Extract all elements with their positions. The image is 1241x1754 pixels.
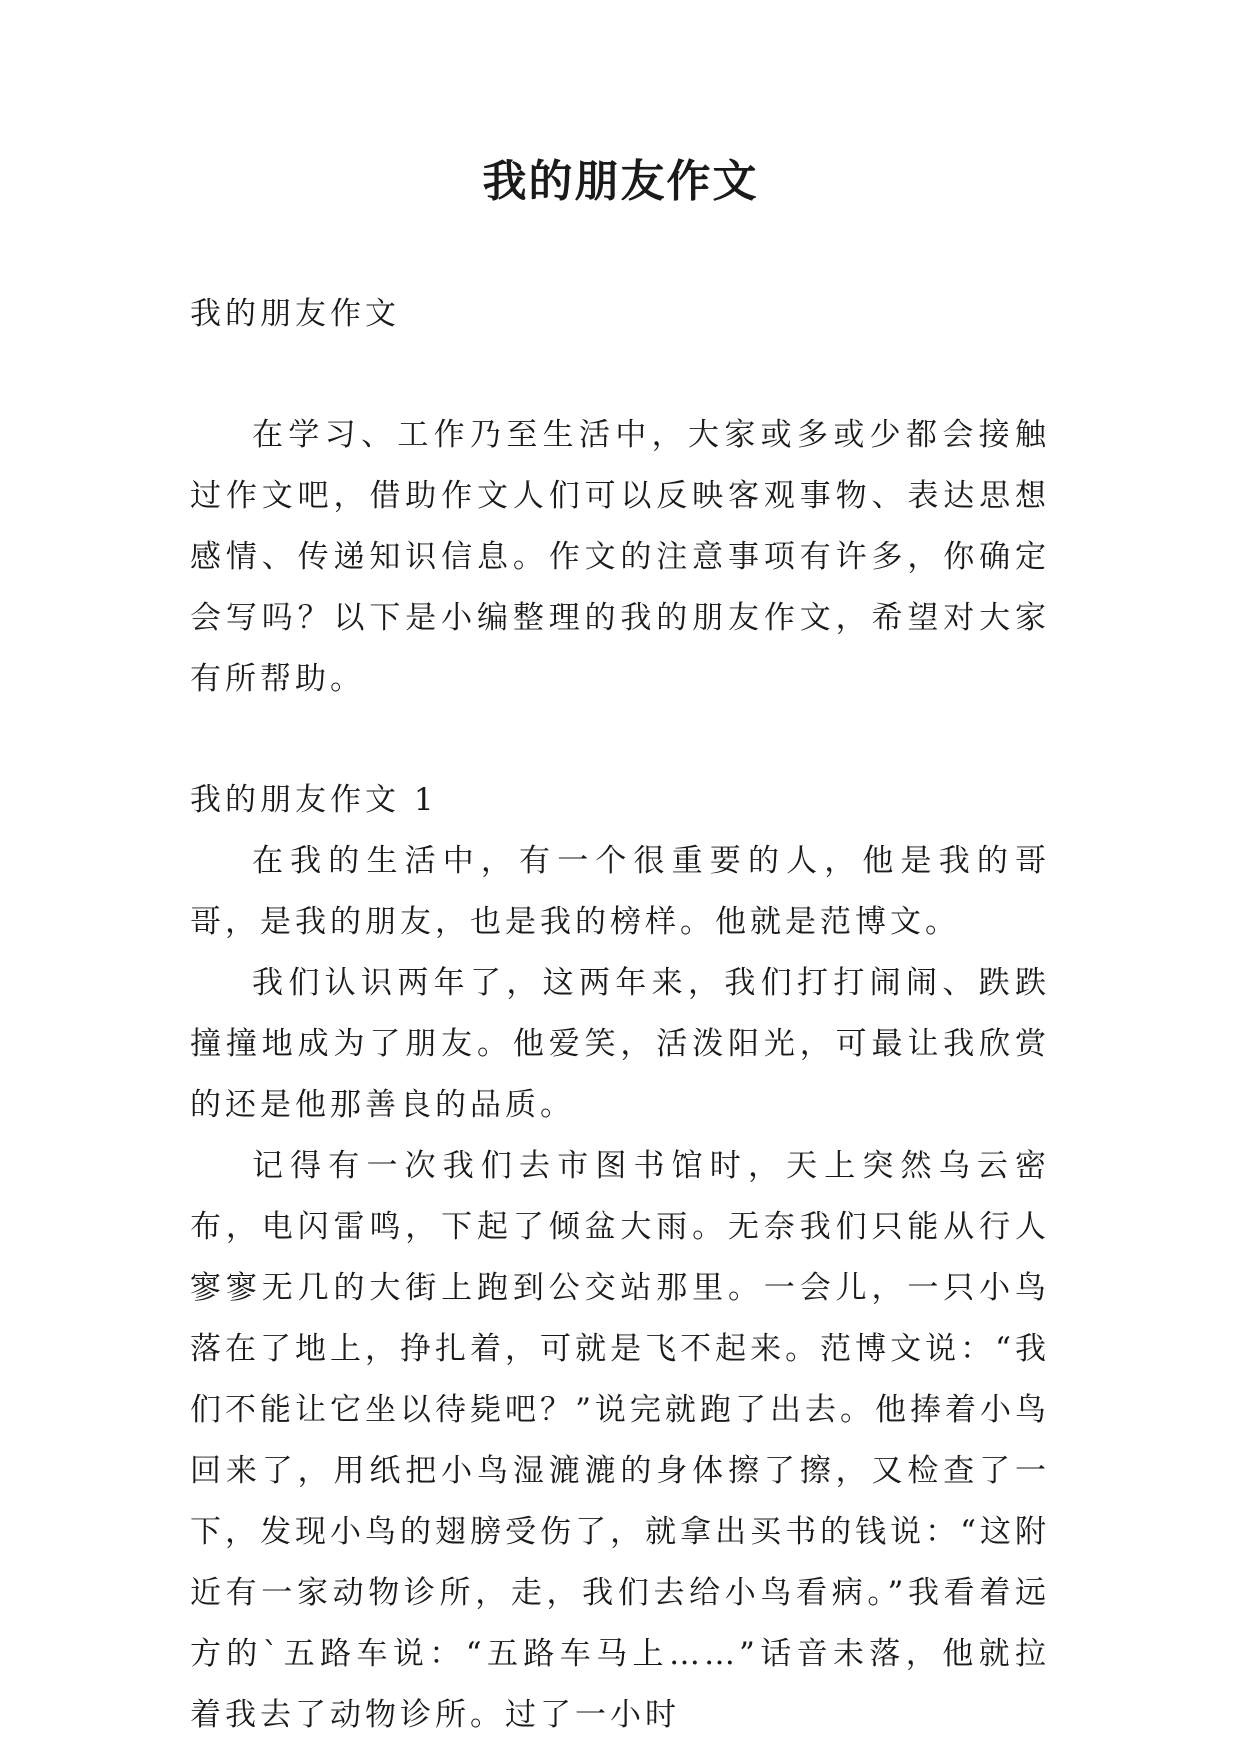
essay-paragraph: 我们认识两年了，这两年来，我们打打闹闹、跌跌撞撞地成为了朋友。他爱笑，活泼阳光，可最让我欣赏的还是他那善良的品质。 (190, 965, 1050, 1123)
document-body (190, 284, 1050, 1746)
document-title: 我的朋友作文 (482, 156, 759, 207)
intro-paragraph: 在学习、工作乃至生活中，大家或多或少都会接触过作文吧，借助作文人们可以反映客观事物、表达思想感情、传递知识信息。作文的注意事项有许多，你确定会写吗？以下是小编整理的我的朋友作文，希望对大家有所帮助。 (190, 417, 1050, 697)
essay-heading: 我的朋友作文 1 (190, 782, 438, 818)
subtitle: 我的朋友作文 (190, 296, 400, 332)
spacer (190, 345, 1050, 405)
essay-paragraph: 记得有一次我们去市图书馆时，天上突然乌云密布，电闪雷鸣，下起了倾盆大雨。无奈我们只能从行人寥寥无几的大街上跑到公交站那里。一会儿，一只小鸟落在了地上，挣扎着，可就是飞不起来。范博文说：“我们不能让它坐以待毙吧？”说完就跑了出去。他捧着小鸟回来了，用纸把小鸟湿漉漉的身体擦了擦，又检查了一下，发现小鸟的翅膀受伤了，就拿出买书的钱说：“这附近有一家动物诊所，走，我们去给小鸟看病。”我看着远方的`五路车说：“五路车马上……”话音未落，他就拉着我去了动物诊所。过了一小时 (190, 1148, 1050, 1733)
essay-paragraph: 在我的生活中，有一个很重要的人，他是我的哥哥，是我的朋友，也是我的榜样。他就是范博文。 (190, 843, 1050, 940)
spacer (190, 710, 1050, 770)
